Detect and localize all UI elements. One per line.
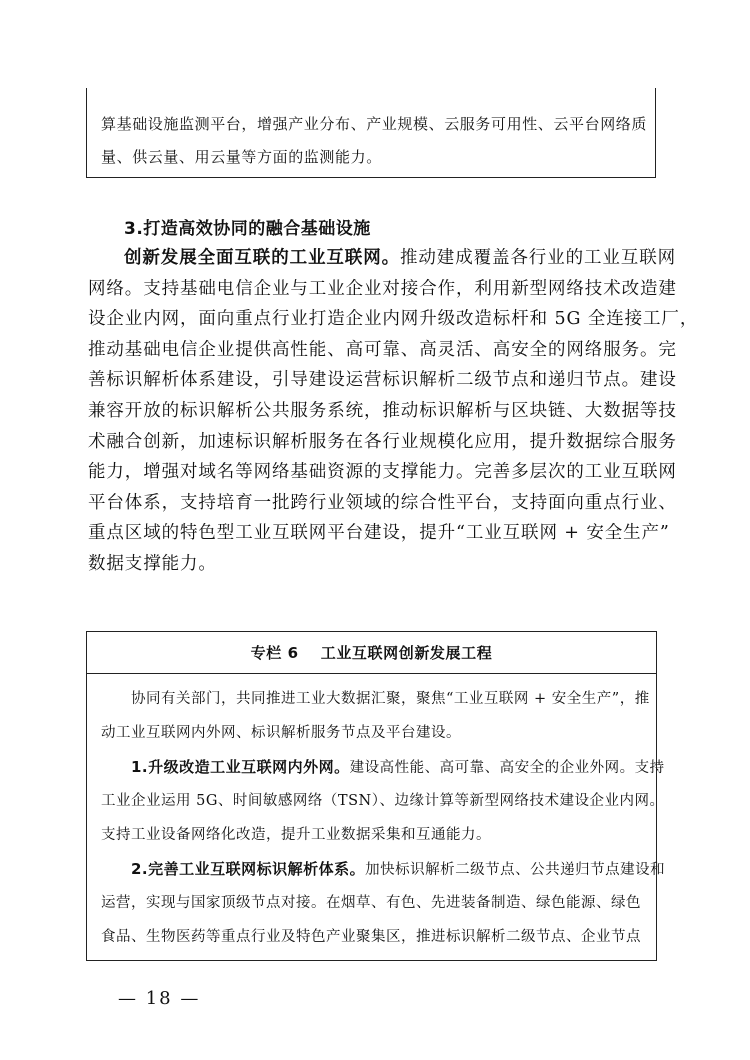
feature-item-1-heading: 1.升级改造工业互联网内外网。 bbox=[131, 758, 350, 776]
feature-item-1-first-line bbox=[101, 750, 665, 784]
paragraph-line: 网络。支持基础电信企业与工业企业对接合作，利用新型网络技术改造建 bbox=[88, 278, 677, 299]
body-paragraph bbox=[88, 243, 699, 580]
paragraph-line: 术融合创新，加速标识解析服务在各行业规模化应用，提升数据综合服务 bbox=[88, 431, 677, 452]
paragraph-lead-rest: 推动建成覆盖各行业的工业互联网 bbox=[400, 248, 676, 268]
feature-box-title: 工业互联网创新发展工程 bbox=[320, 644, 493, 662]
paragraph-line: 兼容开放的标识解析公共服务系统，推动标识解析与区块链、大数据等技 bbox=[88, 400, 677, 421]
feature-intro-line: 动工业互联网内外网、标识解析服务节点及平台建设。 bbox=[101, 725, 461, 741]
continued-text-box bbox=[86, 88, 656, 178]
paragraph-line: 重点区域的特色型工业互联网平台建设，提升“工业互联网 + 安全生产” bbox=[88, 523, 670, 544]
section-heading: 3.打造高效协同的融合基础设施 bbox=[124, 219, 371, 239]
feature-item-2-heading: 2.完善工业互联网标识解析体系。 bbox=[131, 860, 366, 878]
feature-intro-line: 协同有关部门，共同推进工业大数据汇聚，聚焦“工业互联网 + 安全生产”，推 bbox=[131, 691, 650, 707]
box-line-1: 算基础设施监测平台，增强产业分布、产业规模、云服务可用性、云平台网络质 bbox=[101, 115, 648, 133]
feature-item-2-first-line bbox=[101, 852, 666, 886]
paragraph-line: 能力，增强对域名等网络基础资源的支撑能力。完善多层次的工业互联网 bbox=[88, 462, 677, 483]
paragraph-line: 平台体系，支持培育一批跨行业领域的综合性平台，支持面向重点行业、 bbox=[88, 492, 677, 513]
paragraph-line: 善标识解析体系建设，引导建设运营标识解析二级节点和递归节点。建设 bbox=[88, 370, 677, 391]
feature-box-label: 专栏 6 bbox=[250, 644, 299, 662]
feature-item-1-line: 支持工业设备网络化改造，提升工业数据采集和互通能力。 bbox=[101, 827, 491, 843]
feature-column-box bbox=[86, 631, 666, 961]
feature-box-header bbox=[87, 632, 656, 674]
feature-item-1-line: 工业企业运用 5G、时间敏感网络（TSN）、边缘计算等新型网络技术建设企业内网。 bbox=[101, 793, 665, 809]
paragraph-first-line bbox=[88, 243, 676, 274]
page-number: — 18 — bbox=[118, 988, 201, 1009]
feature-item-2-line: 运营，实现与国家顶级节点对接。在烟草、有色、先进装备制造、绿色能源、绿色 bbox=[101, 895, 641, 911]
feature-item-1-rest: 建设高性能、高可靠、高安全的企业外网。支持 bbox=[349, 760, 665, 776]
paragraph-lead-bold: 创新发展全面互联的工业互联网。 bbox=[124, 248, 400, 268]
paragraph-line: 设企业内网，面向重点行业打造企业内网升级改造标杆和 5G 全连接工厂， bbox=[88, 309, 699, 330]
paragraph-line: 推动基础电信企业提供高性能、高可靠、高灵活、高安全的网络服务。完 bbox=[88, 339, 677, 360]
paragraph-line: 数据支撑能力。 bbox=[88, 553, 217, 574]
feature-item-2-rest: 加快标识解析二级节点、公共递归节点建设和 bbox=[365, 862, 666, 878]
feature-item-2-line: 食品、生物医药等重点行业及特色产业聚集区，推进标识解析二级节点、企业节点 bbox=[101, 929, 641, 945]
feature-box-body bbox=[87, 674, 666, 954]
box-line-2: 量、供云量、用云量等方面的监测能力。 bbox=[101, 148, 382, 166]
